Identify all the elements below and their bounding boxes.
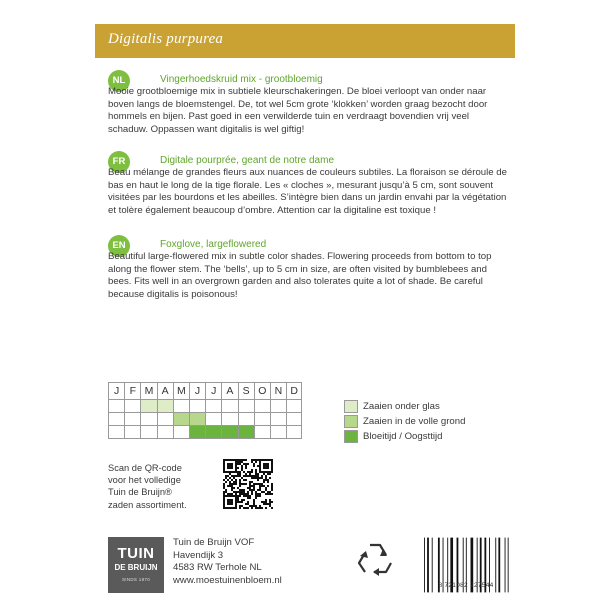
calendar-cell bbox=[108, 400, 124, 413]
qr-caption-line: Tuin de Bruijn® bbox=[108, 487, 172, 498]
calendar-row bbox=[108, 400, 302, 413]
calendar-cell bbox=[286, 426, 302, 439]
calendar-cell bbox=[205, 413, 221, 426]
calendar-month-label: N bbox=[270, 382, 286, 400]
legend-label: Zaaien onder glas bbox=[363, 400, 440, 412]
recycle-icon bbox=[350, 537, 400, 587]
calendar-cell bbox=[221, 413, 237, 426]
calendar-month-label: A bbox=[157, 382, 173, 400]
calendar-month-label: D bbox=[286, 382, 302, 400]
calendar-row bbox=[108, 413, 302, 426]
calendar-cell bbox=[254, 426, 270, 439]
qr-code-icon bbox=[223, 459, 273, 509]
calendar-cell bbox=[108, 413, 124, 426]
calendar-cell bbox=[108, 426, 124, 439]
calendar-month-label: O bbox=[254, 382, 270, 400]
address-line: 4583 RW Terhole NL bbox=[173, 562, 262, 573]
calendar-cell bbox=[189, 400, 205, 413]
calendar-month-label: M bbox=[173, 382, 189, 400]
calendar-cell bbox=[286, 400, 302, 413]
calendar-cell bbox=[173, 426, 189, 439]
calendar-cell bbox=[140, 400, 156, 413]
calendar-cell bbox=[270, 413, 286, 426]
qr-caption-line: zaden assortiment. bbox=[108, 499, 187, 510]
calendar-month-label: J bbox=[189, 382, 205, 400]
calendar-cell bbox=[270, 426, 286, 439]
section-body-en: Beautiful large-flowered mix in subtle color shades. Flowering proceeds from bottom to top along the flower stem. The ‘bells’, up to 5 cm in size, are often visited by bumblebees and bees. Fits well in an overgrown garden and also tolerates quite a lot of shade. Be careful because digitalis is poisonous! bbox=[108, 251, 492, 300]
logo-text-tuin: TUIN bbox=[117, 545, 155, 562]
calendar-cell bbox=[270, 400, 286, 413]
legend-item bbox=[344, 399, 465, 413]
calendar-cell bbox=[173, 413, 189, 426]
logo-text-since: SINDS 1870 bbox=[121, 577, 150, 582]
calendar-cell bbox=[238, 426, 254, 439]
section-title-fr: Digitale pourprée, geant de notre dame bbox=[160, 155, 335, 166]
legend-item bbox=[344, 414, 465, 428]
calendar-cell bbox=[189, 413, 205, 426]
calendar-cell bbox=[286, 413, 302, 426]
calendar-cell bbox=[221, 426, 237, 439]
company-address bbox=[173, 537, 282, 587]
barcode-number: 8 721082 227544 bbox=[438, 582, 494, 589]
calendar-cell bbox=[238, 413, 254, 426]
qr-caption bbox=[108, 462, 218, 511]
calendar-cell bbox=[221, 400, 237, 413]
language-badge-en: EN bbox=[108, 235, 130, 257]
calendar-cell bbox=[238, 400, 254, 413]
section-title-en: Foxglove, largeflowered bbox=[160, 239, 267, 250]
calendar-month-label: M bbox=[140, 382, 156, 400]
species-title: Digitalis purpurea bbox=[108, 31, 224, 47]
calendar-cell bbox=[124, 400, 140, 413]
sowing-calendar bbox=[108, 382, 302, 439]
address-line: Havendijk 3 bbox=[173, 549, 224, 561]
calendar-month-label: J bbox=[205, 382, 221, 400]
legend-label: Bloeitijd / Oogsttijd bbox=[363, 430, 443, 442]
calendar-cell bbox=[254, 400, 270, 413]
legend-item bbox=[344, 429, 465, 443]
address-line: Tuin de Bruijn VOF bbox=[173, 537, 255, 548]
logo-text-brand: DE BRUIJN bbox=[114, 563, 158, 572]
address-line: www.moestuinenbloem.nl bbox=[173, 574, 282, 586]
calendar-cell bbox=[173, 400, 189, 413]
calendar-cell bbox=[205, 400, 221, 413]
language-badge-fr: FR bbox=[108, 151, 130, 173]
calendar-cell bbox=[157, 413, 173, 426]
qr-caption-line: Scan de QR-code bbox=[108, 463, 182, 473]
section-body-fr: Beau mélange de grandes fleurs aux nuances de couleurs subtiles. La floraison se déroule de bas en haut le long de la tige florale. Les « cloches », mesurant jusqu’à 5 cm, sont souvent visitées par les bourdons et les abeilles. S’intègre bien dans un jardin envahi par la végétation et tolère également beaucoup d’ombre. Attention car la digitaline est toxique ! bbox=[108, 167, 507, 216]
calendar-month-label: S bbox=[238, 382, 254, 400]
legend-swatch bbox=[344, 400, 358, 413]
calendar-cell bbox=[140, 426, 156, 439]
qr-caption-line: voor het volledige bbox=[108, 475, 181, 486]
calendar-cell bbox=[157, 400, 173, 413]
calendar-row bbox=[108, 426, 302, 439]
brand-logo bbox=[108, 537, 164, 593]
legend-label: Zaaien in de volle grond bbox=[363, 415, 466, 427]
calendar-month-label: J bbox=[108, 382, 124, 400]
calendar-cell bbox=[140, 413, 156, 426]
language-badge-nl: NL bbox=[108, 70, 130, 92]
section-title-nl: Vingerhoedskruid mix - grootbloemig bbox=[160, 74, 323, 85]
calendar-cell bbox=[254, 413, 270, 426]
title-banner bbox=[95, 24, 515, 58]
calendar-cell bbox=[124, 413, 140, 426]
calendar-cell bbox=[124, 426, 140, 439]
calendar-month-row bbox=[108, 382, 302, 400]
calendar-month-label: F bbox=[124, 382, 140, 400]
calendar-month-label: A bbox=[221, 382, 237, 400]
calendar-cell bbox=[205, 426, 221, 439]
calendar-legend bbox=[344, 399, 465, 444]
calendar-cell bbox=[157, 426, 173, 439]
legend-swatch bbox=[344, 430, 358, 443]
calendar-cell bbox=[189, 426, 205, 439]
section-body-nl: Mooie grootbloemige mix in subtiele kleurschakeringen. De bloei verloopt van onder naar boven langs de bloemstengel. De, tot wel 5cm grote ‘klokken’ worden graag bezocht door hommels en bijen. Past goed in een verwilderde tuin en verdraagt bovendien vrij veel schaduw. Oppassen want digitalis is wel giftig! bbox=[108, 86, 488, 135]
legend-swatch bbox=[344, 415, 358, 428]
